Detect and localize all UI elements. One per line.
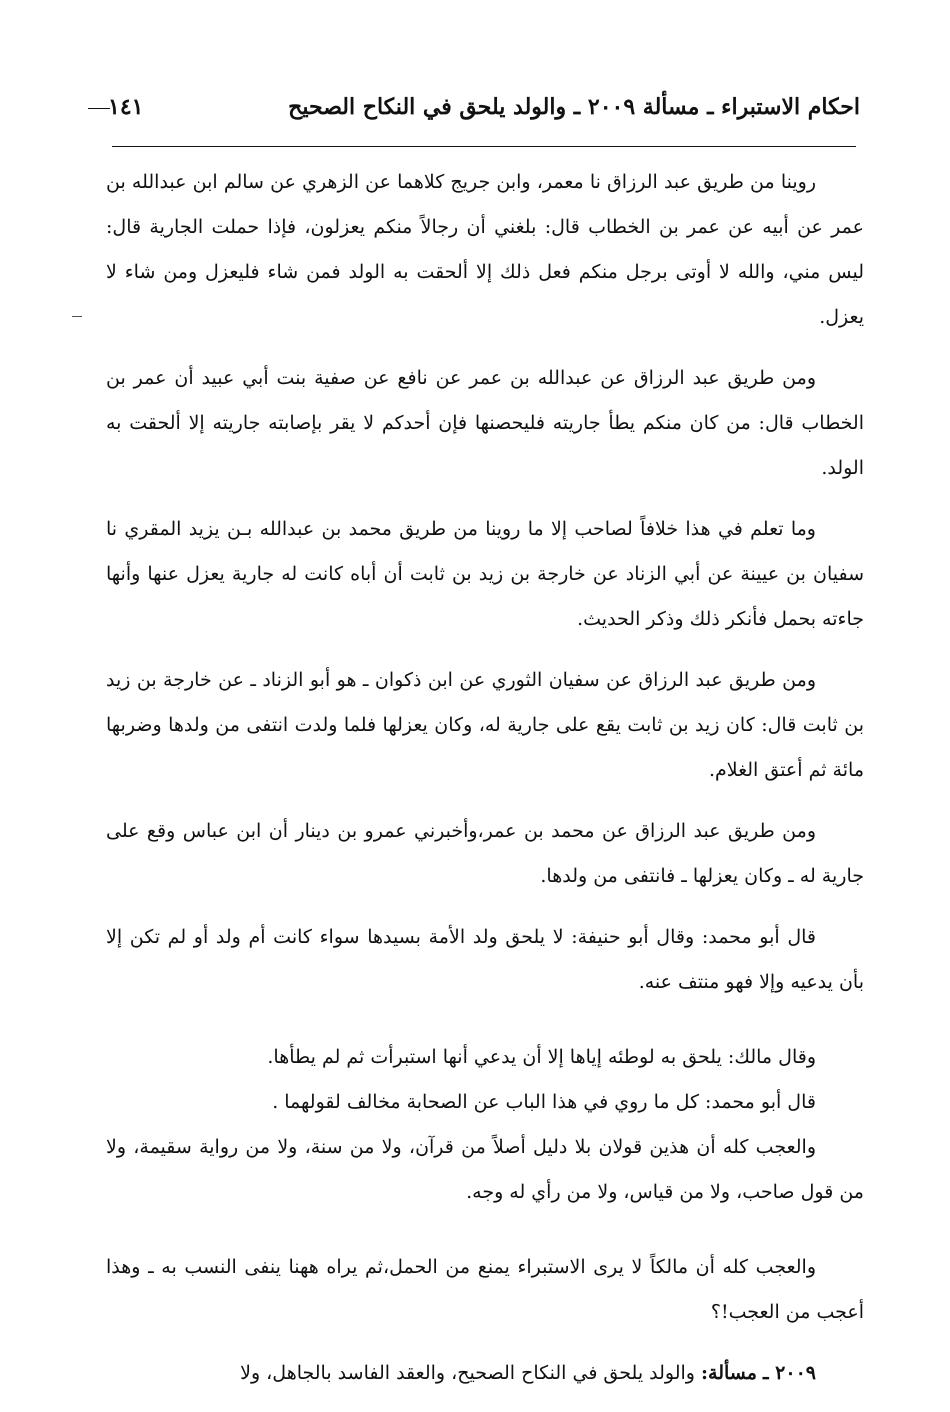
paragraph-zayd: ومن طريق عبد الرزاق عن سفيان الثوري عن ابن ذكوان ـ هو أبو الزناد ـ عن خارجة بن زيد بن ثابت قال: كان زيد بن ثابت يقع على جارية له، وكان يعزلها فلما ولدت انتفى من ولدها وضربها مائة ثم أعتق الغلام.: [106, 669, 864, 781]
paragraph-malik: وقال مالك: يلحق به لوطئه إياها إلا أن يدعي أنها استبرأت ثم لم يطأها.: [267, 1046, 816, 1068]
section-text: والولد يلحق في النكاح الصحيح، والعقد الفاسد بالجاهل، ولا: [240, 1362, 695, 1384]
section-label: مسألة:: [701, 1362, 757, 1384]
paragraph-abu-hanifa: قال أبو محمد: وقال أبو حنيفة: لا يلحق ولد الأمة بسيدها سواء كانت أم ولد أو لم تكن إلا بأن يدعيه وإلا فهو منتف عنه.: [106, 926, 864, 993]
paragraph-ajab-2: والعجب كله أن مالكاً لا يرى الاستبراء يمنع من الحمل،ثم يراه ههنا ينفى النسب به ـ وهذا أعجب من العجب!؟: [106, 1256, 864, 1323]
page-body: [106, 160, 864, 1412]
paragraph-umar-azl: روينا من طريق عبد الرزاق نا معمر، وابن جريج كلاهما عن الزهري عن سالم ابن عبدالله بن عمر عن أبيه عن عمر بن الخطاب قال: بلغني أن رجالاً منكم يعزلون، فإذا حملت الجارية قال: ليس مني، والله لا أوتى برجل منكم فعل ذلك إلا ألحقت به الولد فمن شاء فليعزل ومن شاء لا يعزل.: [106, 171, 864, 328]
page-header: [88, 88, 860, 134]
page-number: ١٤١: [108, 94, 144, 120]
paragraph-umar-jariya: ومن طريق عبد الرزاق عن عبدالله بن عمر عن نافع عن صفية بنت أبي عبيد أن عمر بن الخطاب قال: من كان منكم يطأ جاريته فليحصنها فإن أحدكم لا يقر بإصابته جاريته إلا ألحقت به الولد.: [106, 367, 864, 479]
section-number: ٢٠٠٩ ـ: [762, 1362, 816, 1384]
running-title: احكام الاستبراء ـ مسألة ٢٠٠٩ ـ والولد يلحق في النكاح الصحيح: [288, 94, 860, 120]
paragraph-abu-muhammad: قال أبو محمد: كل ما روي في هذا الباب عن الصحابة مخالف لقولهما .: [272, 1091, 816, 1113]
paragraph-khilaf: وما تعلم في هذا خلافاً لصاحب إلا ما روينا من طريق محمد بن عبدالله بـن يزيد المقري نا سفيان بن عيينة عن أبي الزناد عن خارجة بن زيد بن ثابت أن أباه كانت له جارية يعزل عنها وأنها جاءته بحمل فأنكر ذلك وذكر الحديث.: [106, 518, 864, 630]
header-rule: [112, 146, 856, 147]
margin-mark: [72, 316, 82, 317]
paragraph-ajab-1: والعجب كله أن هذين قولان بلا دليل أصلاً من قرآن، ولا من سنة، ولا من رواية سقيمة، ولا من قول صاحب، ولا من قياس، ولا من رأي له وجه.: [106, 1136, 864, 1203]
paragraph-ibn-abbas: ومن طريق عبد الرزاق عن محمد بن عمر،وأخبرني عمرو بن دينار أن ابن عباس وقع على جارية له ـ وكان يعزلها ـ فانتفى من ولدها.: [106, 820, 864, 887]
